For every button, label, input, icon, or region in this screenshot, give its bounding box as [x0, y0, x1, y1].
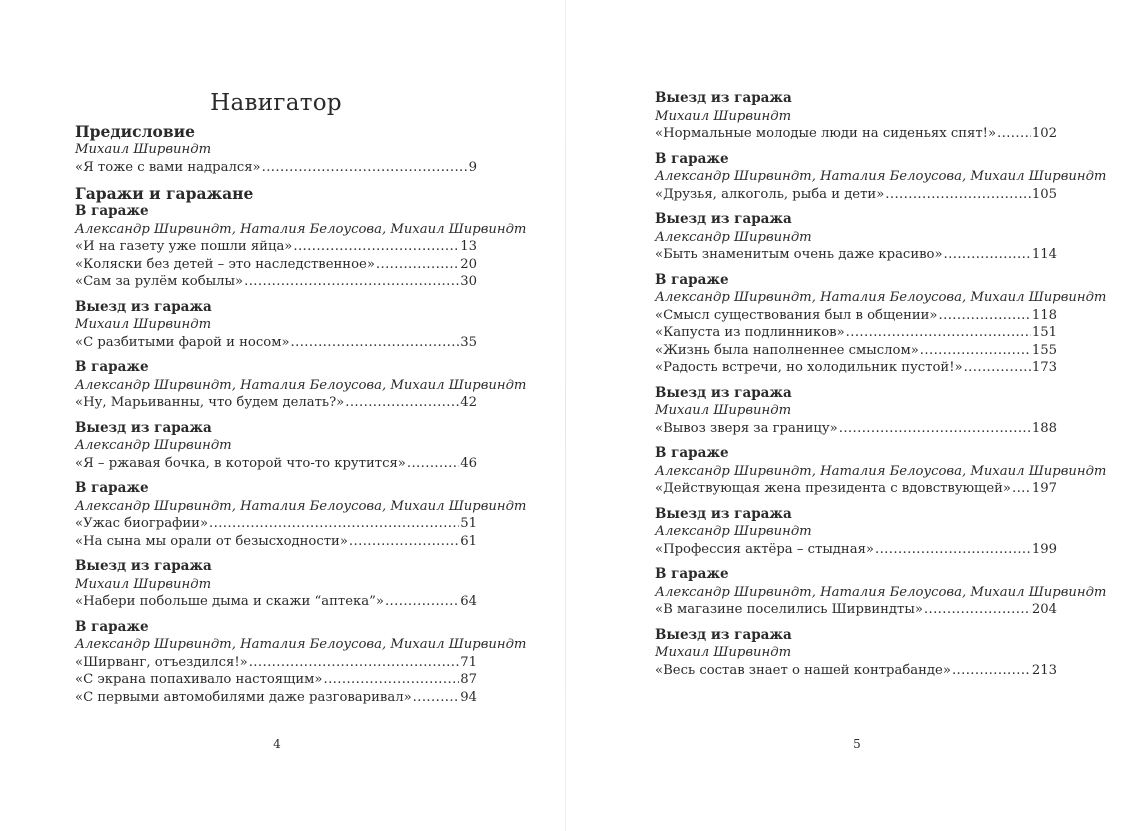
- right-toc-column: [655, 90, 1107, 687]
- toc-page-number: 30: [460, 274, 477, 289]
- toc-line[interactable]: [75, 671, 477, 689]
- toc-line[interactable]: [75, 533, 477, 551]
- toc-line[interactable]: [75, 238, 477, 256]
- toc-page-number: 114: [1031, 247, 1057, 262]
- toc-entry: [655, 211, 1057, 264]
- toc-line[interactable]: [655, 246, 1057, 264]
- right-page: [567, 0, 1135, 831]
- entry-authors: Александр Ширвиндт, Наталия Белоусова, Михаил Ширвиндт: [75, 498, 527, 514]
- toc-line[interactable]: [75, 593, 477, 611]
- toc-entry: [75, 420, 477, 473]
- dot-leader: [262, 159, 468, 177]
- toc-item-title: «Смысл существования был в общении»: [655, 307, 938, 323]
- entry-authors: Михаил Ширвиндт: [655, 108, 792, 124]
- toc-item-title: «В магазине поселились Ширвиндты»: [655, 602, 923, 617]
- toc-page-number: 87: [460, 672, 477, 687]
- dot-leader: [846, 324, 1031, 342]
- entry-authors: Александр Ширвиндт, Наталия Белоусова, Михаил Ширвиндт: [655, 463, 1107, 479]
- toc-entry: [75, 141, 477, 176]
- dot-leader: [952, 662, 1031, 680]
- toc-line[interactable]: [75, 334, 477, 352]
- entry-heading: В гараже: [75, 203, 149, 219]
- toc-line[interactable]: [655, 307, 1057, 325]
- toc-page-number: 102: [1031, 126, 1057, 141]
- toc-page-number: 42: [460, 395, 477, 410]
- toc-entry: [75, 299, 477, 352]
- entry-authors: Александр Ширвиндт, Наталия Белоусова, Михаил Ширвиндт: [655, 169, 1107, 184]
- entry-heading: Выезд из гаража: [75, 298, 212, 315]
- entry-heading: Выезд из гаража: [655, 384, 792, 401]
- toc-line[interactable]: [75, 394, 477, 412]
- toc-entry: [655, 627, 1057, 680]
- toc-page-number: 64: [460, 594, 477, 609]
- toc-line[interactable]: [655, 125, 1057, 143]
- entry-heading: В гараже: [75, 618, 149, 635]
- toc-page-number: 151: [1031, 325, 1057, 340]
- part-heading: Гаражи и гаражане: [75, 184, 254, 203]
- entry-authors: Михаил Ширвиндт: [75, 142, 212, 157]
- toc-page-number: 9: [468, 159, 477, 175]
- entry-heading: В гараже: [655, 271, 729, 288]
- entry-heading: В гараже: [655, 150, 729, 167]
- dot-leader: [413, 689, 460, 707]
- entry-authors: Александр Ширвиндт: [75, 438, 232, 453]
- toc-page-number: 197: [1031, 481, 1057, 496]
- dot-leader: [376, 256, 459, 274]
- entry-heading: В гараже: [655, 445, 729, 461]
- left-page: [0, 0, 566, 831]
- toc-entry: [655, 385, 1057, 438]
- toc-item-title: «На сына мы орали от безысходности»: [75, 533, 348, 549]
- toc-entry: [655, 445, 1107, 498]
- entry-authors: Михаил Ширвиндт: [655, 645, 792, 660]
- toc-line[interactable]: [655, 480, 1057, 498]
- toc-entry: [655, 150, 1107, 204]
- toc-item-title: «Я тоже с вами надрался»: [75, 159, 261, 175]
- dot-leader: [345, 394, 459, 412]
- toc-line[interactable]: [655, 662, 1057, 680]
- dot-leader: [293, 238, 459, 256]
- entry-authors: Александр Ширвиндт, Наталия Белоусова, Михаил Ширвиндт: [655, 290, 1107, 305]
- toc-item-title: «С экрана попахивало настоящим»: [75, 672, 323, 687]
- page-title: Навигатор: [210, 90, 342, 116]
- toc-item-title: «Весь состав знает о нашей контрабанде»: [655, 662, 951, 678]
- toc-item-title: «Друзья, алкоголь, рыба и дети»: [655, 186, 885, 202]
- toc-page-number: 155: [1031, 342, 1057, 358]
- toc-page-number: 71: [460, 654, 477, 670]
- dot-leader: [1012, 480, 1031, 498]
- toc-item-title: «Быть знаменитым очень даже красиво»: [655, 247, 943, 262]
- dot-leader: [920, 342, 1031, 360]
- dot-leader: [939, 307, 1031, 325]
- toc-line[interactable]: [75, 654, 477, 672]
- toc-line[interactable]: [655, 420, 1057, 438]
- dot-leader: [209, 515, 459, 533]
- toc-entry: [655, 90, 1057, 143]
- entry-authors: Александр Ширвиндт, Наталия Белоусова, Михаил Ширвиндт: [75, 637, 527, 652]
- dot-leader: [385, 593, 459, 611]
- toc-entry: [655, 271, 1107, 377]
- toc-item-title: «Жизнь была наполненнее смыслом»: [655, 342, 919, 358]
- toc-line[interactable]: [75, 273, 477, 291]
- toc-entry: [655, 566, 1107, 619]
- toc-page-number: 173: [1031, 360, 1057, 375]
- toc-item-title: «Радость встречи, но холодильник пустой!»: [655, 360, 963, 375]
- toc-entry: [75, 203, 527, 291]
- toc-entry: [75, 558, 477, 611]
- toc-item-title: «Ширванг, отъездился!»: [75, 654, 248, 670]
- toc-page-number: 213: [1031, 662, 1057, 678]
- toc-line[interactable]: [655, 186, 1057, 204]
- dot-leader: [291, 334, 460, 352]
- entry-heading: В гараже: [75, 480, 149, 496]
- page-number-right: 5: [853, 737, 861, 751]
- toc-item-title: «Ну, Марьиванны, что будем делать?»: [75, 395, 345, 410]
- toc-parts: [75, 122, 527, 706]
- toc-item-title: «С разбитыми фарой и носом»: [75, 334, 290, 350]
- toc-entry: [75, 618, 527, 707]
- entry-authors: Александр Ширвиндт, Наталия Белоусова, Михаил Ширвиндт: [655, 584, 1107, 600]
- toc-page-number: 20: [460, 256, 477, 272]
- toc-item-title: «Капуста из подлинников»: [655, 325, 845, 340]
- toc-line[interactable]: [655, 342, 1057, 360]
- toc-page-number: 118: [1031, 307, 1057, 323]
- entry-authors: Михаил Ширвиндт: [75, 317, 212, 332]
- toc-line[interactable]: [75, 256, 477, 274]
- toc-item-title: «Действующая жена президента с вдовствующей»: [655, 481, 1011, 496]
- dot-leader: [324, 671, 460, 689]
- entry-heading: Выезд из гаража: [75, 419, 212, 436]
- page-number-left: 4: [273, 737, 281, 751]
- toc-item-title: «Нормальные молодые люди на сиденьях спят!»: [655, 126, 997, 141]
- entry-authors: Михаил Ширвиндт: [655, 403, 792, 418]
- dot-leader: [349, 533, 459, 551]
- toc-item-title: «И на газету уже пошли яйца»: [75, 239, 293, 254]
- toc-line[interactable]: [655, 601, 1057, 619]
- toc-item-title: «С первыми автомобилями даже разговаривал»: [75, 689, 412, 705]
- toc-line[interactable]: [75, 455, 477, 473]
- toc-line[interactable]: [75, 689, 477, 707]
- dot-leader: [944, 246, 1031, 264]
- entry-authors: Михаил Ширвиндт: [75, 576, 212, 592]
- dot-leader: [244, 273, 459, 291]
- toc-page-number: 13: [460, 239, 477, 254]
- dot-leader: [875, 541, 1031, 559]
- toc-line[interactable]: [75, 159, 477, 177]
- book-gutter: [565, 0, 566, 831]
- entry-authors: Александр Ширвиндт, Наталия Белоусова, Михаил Ширвиндт: [75, 221, 527, 237]
- dot-leader: [407, 455, 459, 473]
- toc-page-number: 61: [460, 533, 477, 549]
- toc-item-title: «Сам за рулём кобылы»: [75, 274, 244, 289]
- toc-page-number: 199: [1031, 541, 1057, 557]
- dot-leader: [885, 186, 1031, 204]
- entry-heading: Выезд из гаража: [655, 90, 792, 106]
- entry-authors: Александр Ширвиндт: [655, 524, 812, 539]
- dot-leader: [839, 420, 1031, 438]
- entry-heading: Выезд из гаража: [655, 626, 792, 643]
- entry-heading: Выезд из гаража: [655, 505, 792, 522]
- dot-leader: [964, 359, 1031, 377]
- toc-item-title: «Ужас биографии»: [75, 516, 209, 531]
- entry-authors: Александр Ширвиндт, Наталия Белоусова, Михаил Ширвиндт: [75, 377, 527, 393]
- dot-leader: [924, 601, 1031, 619]
- toc-page-number: 188: [1031, 420, 1057, 436]
- toc-page-number: 204: [1031, 602, 1057, 617]
- dot-leader: [249, 654, 460, 672]
- dot-leader: [997, 125, 1031, 143]
- toc-line[interactable]: [75, 515, 477, 533]
- toc-line[interactable]: [655, 324, 1057, 342]
- toc-item-title: «Вывоз зверя за границу»: [655, 420, 838, 436]
- toc-item-title: «Профессия актёра – стыдная»: [655, 541, 874, 557]
- toc-entry: [75, 480, 527, 550]
- left-toc-column: [75, 88, 527, 714]
- entry-heading: Выезд из гаража: [75, 558, 212, 574]
- toc-page-number: 105: [1031, 186, 1057, 202]
- toc-page-number: 51: [460, 516, 477, 531]
- toc-item-title: «Набери побольше дыма и скажи “аптека”»: [75, 594, 384, 609]
- toc-item-title: «Коляски без детей – это наследственное»: [75, 256, 375, 272]
- entry-authors: Александр Ширвиндт: [655, 229, 812, 245]
- toc-page-number: 35: [460, 334, 477, 350]
- entry-heading: В гараже: [75, 359, 149, 375]
- toc-line[interactable]: [655, 541, 1057, 559]
- toc-entry: [75, 359, 527, 412]
- toc-page-number: 46: [460, 455, 477, 471]
- entry-heading: В гараже: [655, 566, 729, 582]
- toc-line[interactable]: [655, 359, 1057, 377]
- toc-item-title: «Я – ржавая бочка, в которой что-то крутится»: [75, 455, 406, 471]
- entry-heading: Выезд из гаража: [655, 211, 792, 227]
- toc-page-number: 94: [460, 689, 477, 705]
- part-heading: Предисловие: [75, 122, 195, 141]
- toc-entry: [655, 506, 1057, 559]
